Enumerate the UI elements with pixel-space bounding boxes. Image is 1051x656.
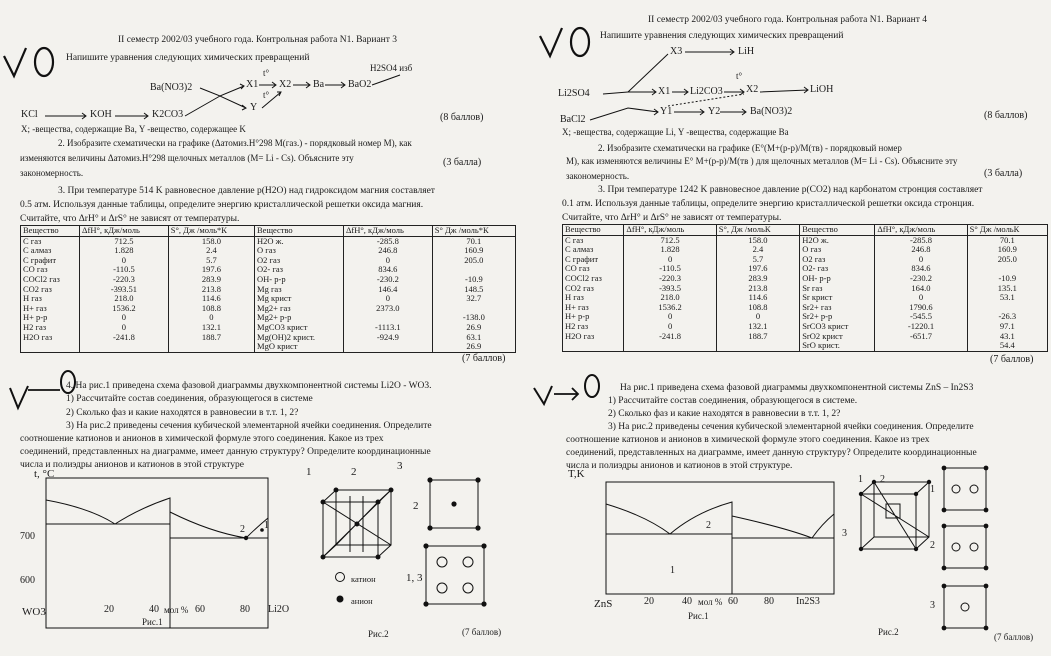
table-header: ΔfH°, кДж/моль	[875, 225, 967, 236]
arrow-k2co3-y	[185, 96, 246, 116]
handwritten-arrow-mark	[532, 372, 612, 412]
table-cell-substances-2: H2O ж. O газ O2 газ O2- газ OH- р-р Mg газ Mg крист Mg2+ газ Mg2+ р-р MgCO3 крист Mg(OH)2 крист. MgO крист	[255, 236, 344, 352]
right-scheme-note: X; -вещества, содержащие Li, Y -вещества, содержащие Ba	[562, 127, 789, 137]
right-diagram-xend: In2S3	[796, 596, 820, 607]
left-scheme-t1: t°	[263, 68, 270, 78]
left-diagram-xunit: мол %	[164, 605, 189, 615]
right-diagram-ylabel: T,K	[568, 468, 585, 480]
left-diagram-ytick-600: 600	[20, 575, 35, 586]
right-diagram-xtick-80: 80	[764, 596, 774, 607]
right-cube-section-2-label: 2	[930, 540, 935, 551]
table-cell-entropy-2: 70.1 160.9 205.0 -10.9 135.1 53.1 -26.3 97.1 43.1 54.4	[967, 235, 1047, 351]
table-cell-substances-2: H2O ж. O газ O2 газ O2- газ OH- р-р Sr газ Sr крист Sr2+ газ Sr2+ р-р SrCO3 крист SrO2 крист SrO крист.	[800, 235, 875, 351]
right-task4-q3: 3) На рис.2 приведены сечения кубической элементарной ячейки соединения. Определите	[608, 422, 974, 432]
left-cube-legend-anion: анион	[351, 596, 373, 606]
left-cube-label-1: 1	[306, 466, 312, 478]
arrow-x3-lih	[685, 49, 734, 55]
left-task1-points: (8 баллов)	[440, 112, 484, 123]
left-scheme-h2so4: H2SO4 изб	[370, 63, 413, 73]
right-scheme-y1: Y1	[660, 106, 673, 117]
left-task3-points: (7 баллов)	[462, 353, 506, 364]
right-diagram-xtick-40: 40	[682, 596, 692, 607]
left-scheme-x2: X2	[279, 79, 292, 90]
left-scheme-k2co3: K2CO3	[152, 109, 184, 120]
right-scheme-x2: X2	[746, 84, 759, 95]
right-task4-q1: 1) Рассчитайте состав соединения, образующегося в системе.	[608, 396, 858, 406]
right-task3-line1: 3. При температуре 1242 K равновесное давление p(CO2) над карбонатом стронция составляет	[598, 185, 983, 195]
left-task4-line1: 4. На рис.1 приведена схема фазовой диаграммы двухкомпонентной системы Li2O - WO3.	[66, 381, 432, 391]
left-cube-section-13	[424, 544, 486, 606]
table-cell-substances-1: C газ C алмаз C графит CO газ COCl2 газ CO2 газ H газ H+ газ H+ р-р H2 газ H2O газ	[21, 236, 80, 352]
table-cell-entropy-1: 158.0 2.4 5.7 197.6 283.9 213.8 114.6 108.8 0 132.1 188.7	[168, 236, 254, 352]
arrow-ba-bao2	[325, 82, 345, 88]
left-scheme-kcl: KCl	[21, 109, 38, 120]
left-task4-q5: соединений, представленных на диаграмме, имеет данную структуру? Определите координационные	[20, 447, 431, 457]
table-row	[563, 235, 1048, 351]
right-scheme-li2so4: Li2SO4	[558, 88, 590, 99]
right-cube-section-3	[942, 584, 988, 630]
left-task3-line1: 3. При температуре 514 K равновесное давление p(H2O) над гидроксидом магния составляет	[58, 186, 435, 196]
right-scheme-lioh: LiOH	[810, 84, 834, 95]
table-header: Вещество	[21, 226, 80, 237]
table-cell-enthalpy-1: 712.5 1.828 0 -110.5 -220.3 -393.5 218.0 1536.2 0 0 -241.8	[624, 235, 716, 351]
arrow-x1-x2	[259, 82, 276, 88]
left-scheme-t2: t°	[263, 90, 270, 100]
right-scheme-li2co3: Li2CO3	[690, 86, 723, 97]
table-header: ΔfH°, кДж/моль	[80, 226, 169, 237]
right-cube-caption: Рис.2	[878, 627, 899, 637]
right-scheme-baoh2: Ba(NO3)2	[750, 106, 793, 117]
right-task4-q2: 2) Сколько фаз и какие находятся в равновесии в т.т. 1, 2?	[608, 409, 841, 419]
left-task2-line3: закономерность.	[20, 168, 84, 178]
table-header: S°, Дж /моль*К	[168, 226, 254, 237]
arrow-kcl-koh	[45, 113, 86, 119]
right-phase-diagram	[586, 474, 836, 604]
left-scheme-note: X; -вещества, содержащие Ba, Y -вещество, содержащее K	[21, 124, 246, 134]
left-scheme-ba: Ba	[313, 79, 325, 90]
right-cube-label-2: 2	[880, 474, 885, 485]
left-diagram-xtick-40: 40	[149, 604, 159, 615]
left-diagram-xtick-80: 80	[240, 604, 250, 615]
right-task4-points: (7 баллов)	[994, 632, 1034, 642]
arrow-x1-x3	[628, 54, 668, 92]
right-task4-q5: соединений, представленных на диаграмме, имеет данную структуру? Определите координационные	[566, 448, 977, 458]
left-diagram-point-1-label: 1	[264, 520, 269, 531]
left-diagram-xtick-60: 60	[195, 604, 205, 615]
right-task1-label: Напишите уравнения следующих химических превращений	[600, 31, 844, 41]
table-header: ΔfH°, кДж/моль	[624, 225, 716, 236]
table-row	[21, 236, 516, 352]
arrow-x1-li2co3	[672, 89, 688, 95]
table-cell-enthalpy-2: -285.8 246.8 0 834.6 -230.2 164.0 0 1790.6 -545.5 -1220.1 -651.7	[875, 235, 967, 351]
arrow-y1-x2	[668, 94, 744, 106]
table-cell-entropy-2: 70.1 160.9 205.0 -10.9 148.5 32.7 -138.0 26.9 63.1 26.9	[432, 236, 515, 352]
left-header: II семестр 2002/03 учебного года. Контрольная работа N1. Вариант 3	[118, 35, 398, 45]
right-task2-line3: закономерность.	[566, 171, 630, 181]
right-scheme-lih: LiH	[738, 46, 755, 57]
left-task2-points: (3 балла)	[443, 157, 482, 168]
right-task3-line3: Считайте, что ΔrH° и ΔrS° не зависят от температуры.	[562, 213, 782, 223]
left-diagram-xtick-20: 20	[104, 604, 114, 615]
diagram-liquidus-left	[46, 498, 170, 524]
left-scheme-y: Y	[250, 102, 258, 113]
right-scheme-t: t°	[736, 71, 743, 81]
left-task2-line1: 2. Изобразите схематически на графике (Δатомиз.H°298 M(газ.) - порядковый номер M), как	[58, 138, 412, 148]
arrow-y2-baoh2	[720, 109, 746, 115]
right-task2-points: (3 балла)	[984, 168, 1023, 179]
table-header: Вещество	[800, 225, 875, 236]
right-scheme-x1: X1	[658, 86, 671, 97]
right-task3-line2: 0.1 атм. Используя данные таблицы, определите энергию кристаллической решетки оксида стронция.	[562, 199, 975, 209]
right-scheme-arrows	[528, 0, 1051, 140]
right-cube-label-3: 3	[842, 528, 847, 539]
table-header: S°, Дж /мольК	[716, 225, 799, 236]
table-header: S° Дж /моль*К	[432, 226, 515, 237]
right-task4-q4: соотношение катионов и анионов в химической формуле этого соединения. Какое из трех	[566, 435, 930, 445]
left-cube-caption: Рис.2	[368, 629, 389, 639]
left-diagram-xstart: WO3	[22, 606, 46, 618]
left-scheme-bao2: BaO2	[348, 79, 372, 90]
right-diagram-point-2-label: 2	[706, 520, 711, 531]
right-scheme-x3: X3	[670, 46, 683, 57]
right-scheme-bacl2: BaCl2	[560, 114, 586, 125]
arrow-koh-k2co3	[115, 113, 148, 119]
right-cube-section-1	[942, 466, 988, 512]
arrow-bao2-h2so4	[372, 75, 400, 85]
diagram-point-2	[244, 536, 248, 540]
right-diagram-point-1-label: 1	[670, 565, 675, 576]
diagram-liquidus-left	[606, 502, 732, 534]
table-cell-enthalpy-2: -285.8 246.8 0 834.6 -230.2 146.4 0 2373.0 -1113.1 -924.9	[343, 236, 432, 352]
left-cube-legend	[332, 570, 352, 610]
left-scheme-koh: KOH	[90, 109, 112, 120]
table-header: ΔfH°, кДж/моль	[343, 226, 432, 237]
left-task4-q2: 2) Сколько фаз и какие находятся в равновесии в т.т. 1, 2?	[66, 408, 299, 418]
left-diagram-ylabel: t, °C	[34, 468, 55, 480]
right-task2-line2: M), как изменяются величины E° M+(р-р)/M(тв ) для щелочных металлов (M= Li - Cs). Объясните эту	[566, 156, 958, 166]
left-diagram-xend: Li2O	[268, 604, 290, 615]
right-diagram-caption: Рис.1	[688, 611, 709, 621]
right-task2-line1: 2. Изобразите схематически на графике (E°(M+(р-р)/M(тв) - порядковый номер	[598, 143, 902, 153]
left-cube-label-3: 3	[397, 460, 403, 472]
diagram-liquidus-right	[170, 512, 268, 538]
left-cube-section-2	[428, 478, 480, 530]
left-cube-drawing	[308, 482, 408, 572]
table-cell-enthalpy-1: 712.5 1.828 0 -110.5 -220.3 -393.51 218.0 1536.2 0 0 -241.8	[80, 236, 169, 352]
left-task4-q4: соотношение катионов и анионов в химической формуле этого соединения. Какое из трех	[20, 434, 384, 444]
arrow-bacl2-y1	[590, 108, 658, 120]
left-properties-table	[20, 225, 516, 353]
arrow-y1-y2	[674, 109, 704, 115]
table-header: Вещество	[563, 225, 624, 236]
diagram-liquidus-right	[732, 514, 834, 538]
left-diagram-caption: Рис.1	[142, 617, 163, 627]
right-cube-section-2	[942, 524, 988, 570]
right-task4-q6: числа и полиэдры анионов и катионов в этой структуре.	[566, 461, 793, 471]
right-properties-table	[562, 224, 1048, 352]
right-header: II семестр 2002/03 учебного года. Контрольная работа N1. Вариант 4	[648, 15, 928, 25]
right-cube-section-1-label: 1	[930, 484, 935, 495]
left-task1-label: Напишите уравнения следующих химических превращений	[66, 53, 310, 63]
left-task4-q1: 1) Рассчитайте состав соединения, образующегося в системе	[66, 394, 313, 404]
left-cube-label-2: 2	[351, 466, 357, 478]
left-task4-points: (7 баллов)	[462, 627, 502, 637]
right-diagram-xstart: ZnS	[594, 598, 613, 610]
left-cube-legend-cation: катион	[351, 574, 376, 584]
table-header-row	[21, 226, 516, 237]
left-diagram-point-2-label: 2	[240, 524, 245, 535]
arrow-ba-x1	[200, 84, 244, 96]
table-header: Вещество	[255, 226, 344, 237]
right-diagram-xtick-60: 60	[728, 596, 738, 607]
left-task3-line2: 0.5 атм. Используя данные таблицы, определите энергию кристаллической решетки оксида магния.	[20, 200, 424, 210]
table-header: S° Дж /мольК	[967, 225, 1047, 236]
left-task4-q6: числа и полиэдры анионов и катионов в этой структуре	[20, 460, 245, 470]
right-task3-points: (7 баллов)	[990, 354, 1034, 365]
table-cell-entropy-1: 158.0 2.4 5.7 197.6 283.9 213.8 114.6 108.8 0 132.1 188.7	[716, 235, 799, 351]
right-task4-line1: На рис.1 приведена схема фазовой диаграммы двухкомпонентной системы ZnS – In2S3	[620, 383, 974, 393]
left-task2-line2: изменяются величины Δатомиз.H°298 щелочных металлов (M= Li - Cs). Объясните эту	[20, 153, 354, 163]
table-cell-substances-1: C газ C алмаз C графит CO газ COCl2 газ CO2 газ H газ H+ газ H+ р-р H2 газ H2O газ	[563, 235, 624, 351]
table-header-row	[563, 225, 1048, 236]
left-scheme-x1: X1	[246, 79, 259, 90]
arrow-x2-ba	[293, 82, 310, 88]
left-task4-q3: 3) На рис.2 приведены сечения кубической элементарной ячейки соединения. Определите	[66, 421, 432, 431]
right-page	[528, 0, 1051, 656]
right-diagram-xtick-20: 20	[644, 596, 654, 607]
right-task1-points: (8 баллов)	[984, 110, 1028, 121]
arrow-x2-lioh	[760, 87, 808, 93]
left-cube-section-2-label: 2	[413, 500, 419, 512]
right-cube-section-3-label: 3	[930, 600, 935, 611]
right-scheme-y2: Y2	[708, 106, 721, 117]
right-cube-label-1: 1	[858, 474, 863, 485]
right-diagram-xunit: мол %	[698, 597, 723, 607]
left-scheme-ba-nitrate: Ba(NO3)2	[150, 82, 193, 93]
left-diagram-ytick-700: 700	[20, 531, 35, 542]
left-task3-line3: Считайте, что ΔrH° и ΔrS° не зависят от температуры.	[20, 214, 240, 224]
arrow-y-x2	[262, 92, 281, 108]
left-cube-section-13-label: 1, 3	[406, 572, 423, 584]
